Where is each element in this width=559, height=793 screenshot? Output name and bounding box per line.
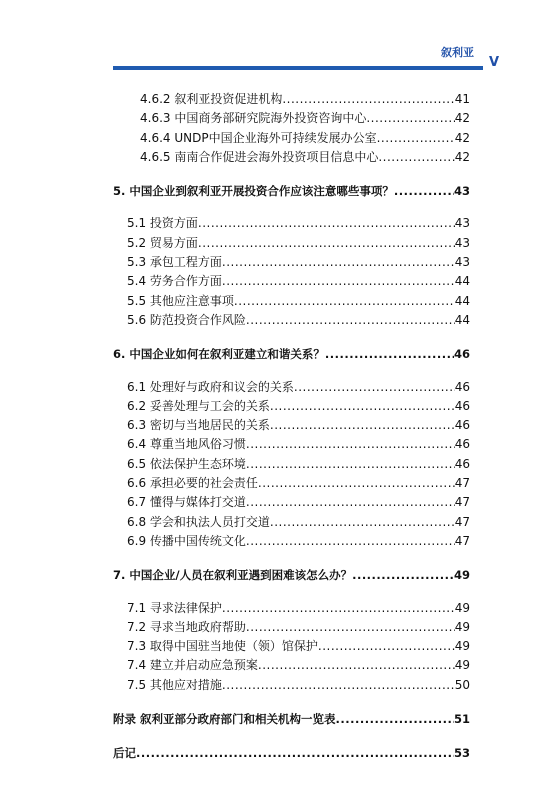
toc-entry-label: 4.6.3 中国商务部研究院海外投资咨询中心 bbox=[140, 111, 367, 126]
dot-leader bbox=[234, 292, 455, 311]
section-gap bbox=[113, 695, 470, 710]
dot-leader bbox=[222, 599, 455, 618]
page-number-marker: V bbox=[489, 55, 500, 70]
toc-section-entry[interactable] bbox=[113, 292, 470, 311]
toc-page-number: 46 bbox=[454, 437, 470, 452]
toc-entry-label: 6.7 懂得与媒体打交道 bbox=[127, 495, 246, 510]
toc-page-number: 46 bbox=[454, 456, 470, 471]
toc-entry-label: 6.1 处理好与政府和议会的关系 bbox=[127, 379, 294, 394]
toc-entry-label: 7.2 寻求当地政府帮助 bbox=[127, 619, 246, 634]
toc-entry-label: 6.9 传播中国传统文化 bbox=[127, 533, 246, 548]
dot-leader bbox=[246, 493, 455, 512]
section-gap bbox=[113, 586, 470, 599]
toc-section-entry[interactable] bbox=[113, 493, 470, 512]
dot-leader bbox=[246, 455, 455, 474]
toc-section-entry[interactable] bbox=[113, 435, 470, 454]
toc-chapter-entry[interactable] bbox=[113, 566, 470, 585]
section-gap bbox=[113, 330, 470, 345]
toc-section-entry[interactable] bbox=[113, 253, 470, 272]
header-rule bbox=[113, 66, 483, 70]
table-of-contents bbox=[113, 90, 470, 764]
toc-entry-label: 7.3 取得中国驻当地使（领）馆保护 bbox=[127, 639, 318, 654]
toc-page-number: 44 bbox=[454, 274, 470, 289]
toc-entry-label: 7.1 寻求法律保护 bbox=[127, 600, 222, 615]
dot-leader bbox=[198, 234, 455, 253]
dot-leader bbox=[246, 435, 455, 454]
dot-leader bbox=[394, 182, 454, 201]
dot-leader bbox=[336, 710, 454, 729]
toc-entry-label: 5.3 承包工程方面 bbox=[127, 255, 222, 270]
dot-leader bbox=[318, 637, 455, 656]
dot-leader bbox=[282, 90, 454, 109]
toc-entry-label: 5.2 贸易方面 bbox=[127, 235, 198, 250]
toc-entry-label: 7.5 其他应对措施 bbox=[127, 677, 222, 692]
toc-section-entry[interactable] bbox=[113, 513, 470, 532]
toc-section-entry[interactable] bbox=[113, 618, 470, 637]
toc-section-entry[interactable] bbox=[113, 234, 470, 253]
toc-entry-label: 6.4 尊重当地风俗习惯 bbox=[127, 437, 246, 452]
toc-entry-label: 4.6.2 叙利亚投资促进机构 bbox=[140, 92, 283, 106]
toc-section-entry[interactable] bbox=[113, 109, 470, 128]
toc-entry-label: 5.1 投资方面 bbox=[127, 216, 198, 231]
toc-page-number: 47 bbox=[454, 495, 470, 510]
toc-page-number: 51 bbox=[453, 712, 470, 727]
toc-entry-label: 6. 中国企业如何在叙利亚建立和谐关系？ bbox=[113, 347, 325, 362]
toc-page-number: 42 bbox=[454, 111, 470, 126]
toc-page-number: 46 bbox=[454, 418, 470, 433]
toc-entry-label: 7. 中国企业/人员在叙利亚遇到困难该怎么办？ bbox=[113, 568, 353, 583]
dot-leader bbox=[377, 129, 455, 148]
toc-entry-label: 附录 叙利亚部分政府部门和相关机构一览表 bbox=[113, 712, 336, 727]
dot-leader bbox=[246, 311, 455, 330]
dot-leader bbox=[258, 474, 455, 493]
toc-section-entry[interactable] bbox=[113, 455, 470, 474]
running-header-title: 叙利亚 bbox=[441, 46, 474, 59]
toc-page-number: 43 bbox=[454, 216, 470, 231]
toc-entry-label: 4.6.4 UNDP中国企业海外可持续发展办公室 bbox=[140, 130, 377, 145]
toc-page-number: 42 bbox=[454, 130, 470, 145]
section-gap bbox=[113, 201, 470, 214]
dot-leader bbox=[294, 378, 455, 397]
toc-section-entry[interactable] bbox=[113, 272, 470, 291]
toc-entry-label: 6.2 妥善处理与工会的关系 bbox=[127, 398, 270, 413]
toc-page-number: 49 bbox=[454, 658, 470, 673]
toc-section-entry[interactable] bbox=[113, 397, 470, 416]
toc-section-entry[interactable] bbox=[113, 474, 470, 493]
toc-section-entry[interactable] bbox=[113, 129, 470, 148]
toc-entry-label: 6.8 学会和执法人员打交道 bbox=[127, 514, 270, 529]
toc-entry-label: 5.6 防范投资合作风险 bbox=[127, 312, 246, 327]
section-gap bbox=[113, 551, 470, 566]
toc-entry-label: 6.5 依法保护生态环境 bbox=[127, 456, 246, 471]
toc-entry-label: 后记 bbox=[113, 746, 136, 761]
toc-entry-label: 6.3 密切与当地居民的关系 bbox=[127, 418, 270, 433]
toc-entry-label: 5.4 劳务合作方面 bbox=[127, 274, 222, 289]
dot-leader bbox=[246, 532, 455, 551]
toc-chapter-entry[interactable] bbox=[113, 345, 470, 364]
toc-section-entry[interactable] bbox=[113, 148, 470, 167]
dot-leader bbox=[366, 109, 454, 128]
toc-page-number: 53 bbox=[453, 746, 470, 761]
toc-page-number: 47 bbox=[454, 476, 470, 491]
toc-page-number: 47 bbox=[454, 514, 470, 529]
dot-leader bbox=[222, 676, 455, 695]
toc-section-entry[interactable] bbox=[113, 214, 470, 233]
section-gap bbox=[113, 167, 470, 182]
toc-section-entry[interactable] bbox=[113, 676, 470, 695]
dot-leader bbox=[270, 513, 455, 532]
toc-section-entry[interactable] bbox=[113, 311, 470, 330]
toc-section-entry[interactable] bbox=[113, 637, 470, 656]
toc-chapter-entry[interactable] bbox=[113, 744, 470, 763]
section-gap bbox=[113, 729, 470, 744]
dot-leader bbox=[270, 416, 455, 435]
dot-leader bbox=[136, 744, 454, 763]
toc-page-number: 49 bbox=[454, 619, 470, 634]
toc-entry-label: 4.6.5 南南合作促进会海外投资项目信息中心 bbox=[140, 149, 379, 164]
dot-leader bbox=[198, 214, 455, 233]
toc-page-number: 41 bbox=[454, 92, 470, 106]
dot-leader bbox=[258, 656, 455, 675]
toc-entry-label: 6.6 承担必要的社会责任 bbox=[127, 476, 258, 491]
toc-page-number: 43 bbox=[454, 255, 470, 270]
toc-entry-label: 7.4 建立并启动应急预案 bbox=[127, 658, 258, 673]
toc-page-number: 42 bbox=[454, 149, 470, 164]
toc-page-number: 46 bbox=[453, 347, 470, 362]
toc-page-number: 49 bbox=[453, 568, 470, 583]
toc-section-entry[interactable] bbox=[113, 90, 470, 109]
toc-chapter-entry[interactable] bbox=[113, 710, 470, 729]
toc-page-number: 43 bbox=[454, 235, 470, 250]
toc-section-entry[interactable] bbox=[113, 599, 470, 618]
toc-page-number: 46 bbox=[454, 379, 470, 394]
toc-chapter-entry[interactable] bbox=[113, 182, 470, 201]
dot-leader bbox=[378, 148, 454, 167]
toc-page-number: 47 bbox=[454, 533, 470, 548]
toc-page-number: 50 bbox=[454, 677, 470, 692]
toc-section-entry[interactable] bbox=[113, 532, 470, 551]
toc-page-number: 43 bbox=[453, 184, 470, 199]
toc-page-number: 49 bbox=[454, 600, 470, 615]
dot-leader bbox=[270, 397, 455, 416]
toc-entry-label: 5. 中国企业到叙利亚开展投资合作应该注意哪些事项？ bbox=[113, 184, 394, 199]
dot-leader bbox=[222, 253, 455, 272]
dot-leader bbox=[325, 345, 454, 364]
toc-section-entry[interactable] bbox=[113, 416, 470, 435]
toc-page-number: 46 bbox=[454, 398, 470, 413]
toc-entry-label: 5.5 其他应注意事项 bbox=[127, 293, 234, 308]
toc-page-number: 44 bbox=[454, 293, 470, 308]
toc-section-entry[interactable] bbox=[113, 378, 470, 397]
dot-leader bbox=[246, 618, 455, 637]
section-gap bbox=[113, 365, 470, 378]
dot-leader bbox=[352, 566, 454, 585]
toc-page-number: 49 bbox=[454, 639, 470, 654]
dot-leader bbox=[222, 272, 455, 291]
toc-section-entry[interactable] bbox=[113, 656, 470, 675]
toc-page-number: 44 bbox=[454, 312, 470, 327]
